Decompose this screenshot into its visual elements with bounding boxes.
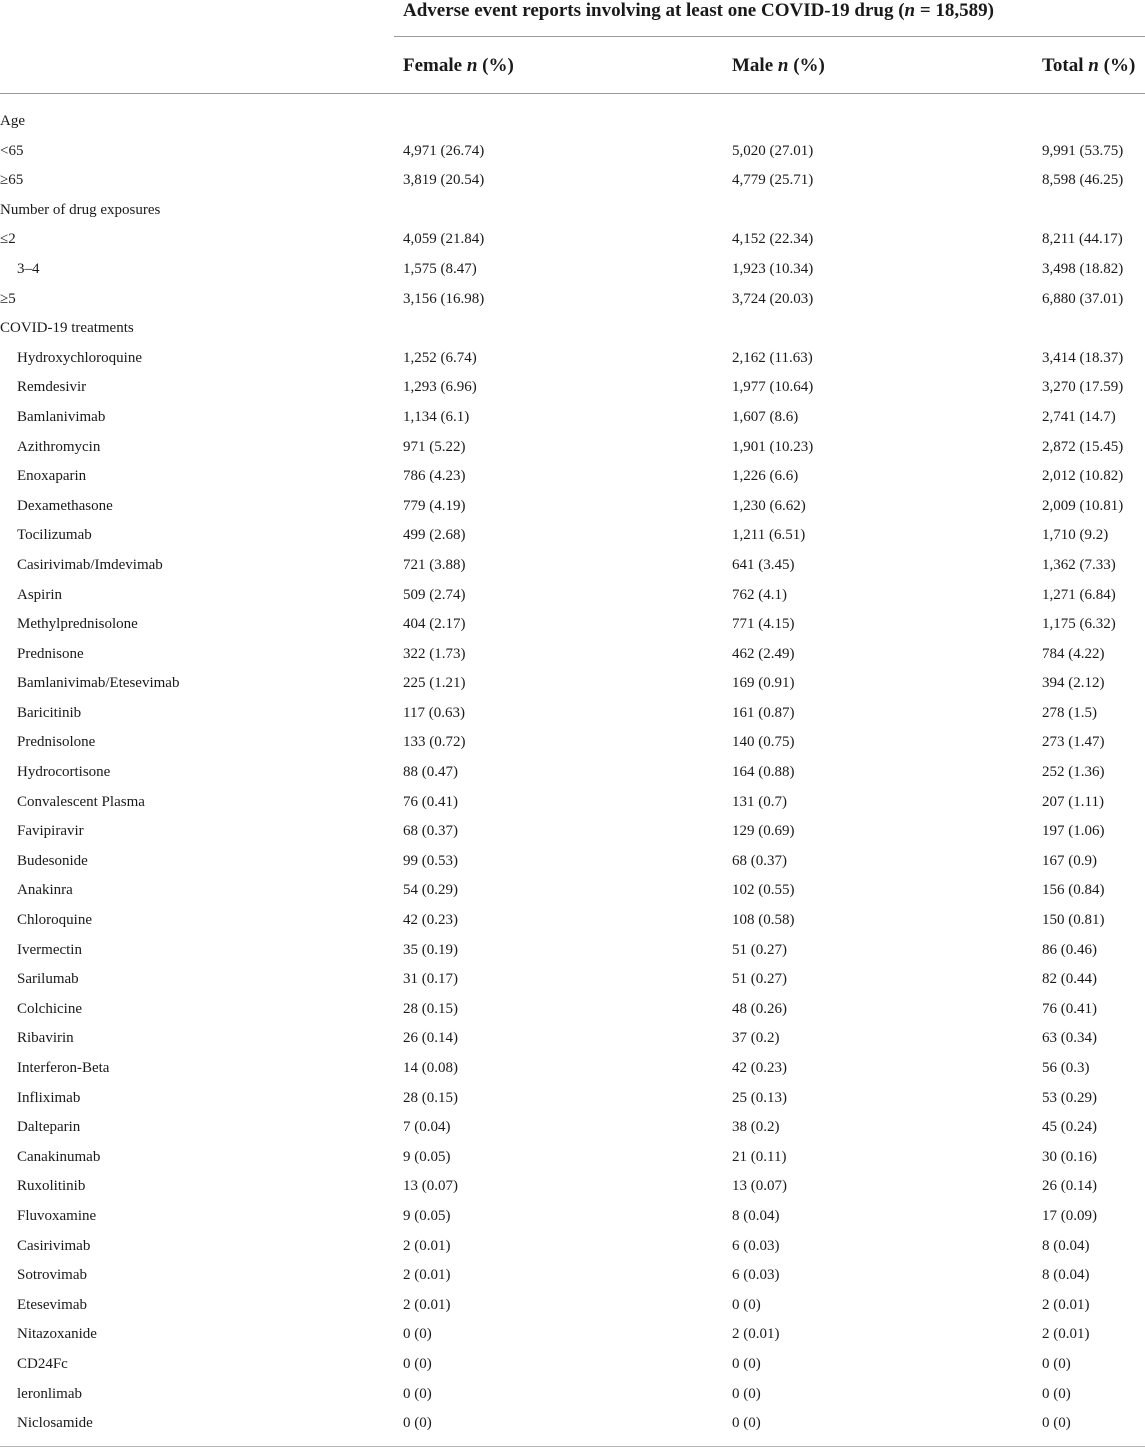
table-row [0,817,1145,847]
cell-male: 164 (0.88) [732,764,795,781]
cell-total: 0 (0) [1042,1355,1071,1372]
row-label: Tocilizumab [17,527,92,544]
cell-total: 3,270 (17.59) [1042,379,1124,396]
cell-total: 8,211 (44.17) [1042,231,1123,248]
table-row [0,699,1145,729]
cell-female: 31 (0.17) [403,971,458,988]
cell-total: 9,991 (53.75) [1042,142,1124,159]
cell-female: 1,252 (6.74) [403,349,477,366]
cell-female: 28 (0.15) [403,1089,458,1106]
cell-female: 68 (0.37) [403,823,458,840]
cell-total: 1,362 (7.33) [1042,556,1116,573]
cell-male: 25 (0.13) [732,1089,787,1106]
cell-male: 1,211 (6.51) [732,527,806,544]
column-header-female-text: Female [403,55,467,76]
cell-male: 3,724 (20.03) [732,290,814,307]
row-label: Bamlanivimab [17,408,106,425]
table-row [0,225,1145,255]
table-row [0,758,1145,788]
cell-total: 394 (2.12) [1042,675,1105,692]
column-header-male [732,55,825,77]
table-row [0,492,1145,522]
cell-female: 499 (2.68) [403,527,466,544]
table-row [0,1232,1145,1262]
cell-total: 784 (4.22) [1042,645,1105,662]
cell-female: 9 (0.05) [403,1148,451,1165]
cell-male: 462 (2.49) [732,645,795,662]
cell-total: 1,271 (6.84) [1042,586,1116,603]
cell-total: 252 (1.36) [1042,764,1105,781]
row-label: Favipiravir [17,823,84,840]
row-label: Sarilumab [17,971,79,988]
table-row [0,521,1145,551]
cell-male: 1,901 (10.23) [732,438,814,455]
header-divider [394,36,1145,37]
cell-total: 53 (0.29) [1042,1089,1097,1106]
cell-female: 42 (0.23) [403,912,458,929]
cell-male: 2 (0.01) [732,1326,780,1343]
cell-total: 0 (0) [1042,1415,1071,1432]
row-label: Remdesivir [17,379,87,396]
cell-female: 133 (0.72) [403,734,466,751]
table-row [0,107,1145,137]
cell-male: 51 (0.27) [732,971,787,988]
cell-male: 5,020 (27.01) [732,142,814,159]
cell-female: 0 (0) [403,1415,432,1432]
row-label: Prednisolone [17,734,96,751]
table-row [0,255,1145,285]
cell-female: 786 (4.23) [403,468,466,485]
cell-total: 86 (0.46) [1042,941,1097,958]
cell-total: 30 (0.16) [1042,1148,1097,1165]
table-row [0,1024,1145,1054]
row-label: Baricitinib [17,704,82,721]
cell-male: 4,152 (22.34) [732,231,814,248]
table-row [0,137,1145,167]
cell-male: 102 (0.55) [732,882,795,899]
table-row [0,610,1145,640]
table-row [0,1320,1145,1350]
row-label: Hydroxychloroquine [17,349,142,366]
table-row [0,847,1145,877]
cell-total: 6,880 (37.01) [1042,290,1124,307]
cell-male: 1,923 (10.34) [732,260,814,277]
cell-female: 1,575 (8.47) [403,260,477,277]
cell-total: 17 (0.09) [1042,1207,1097,1224]
cell-female: 2 (0.01) [403,1237,451,1254]
cell-female: 76 (0.41) [403,793,458,810]
row-label: Interferon-Beta [17,1060,110,1076]
cell-total: 156 (0.84) [1042,882,1105,899]
cell-female: 88 (0.47) [403,764,458,781]
table-row [0,1380,1145,1410]
cell-male: 0 (0) [732,1355,761,1372]
cell-total: 82 (0.44) [1042,971,1097,988]
cell-male: 129 (0.69) [732,823,795,840]
cell-total: 197 (1.06) [1042,823,1105,840]
table-row [0,1350,1145,1380]
cell-female: 9 (0.05) [403,1207,451,1224]
table-group-header [403,0,994,30]
cell-total: 8 (0.04) [1042,1237,1090,1254]
row-label: <65 [0,142,24,159]
table-row [0,876,1145,906]
cell-male: 140 (0.75) [732,734,795,751]
table-row [0,196,1145,226]
cell-total: 2,741 (14.7) [1042,408,1116,425]
cell-male: 0 (0) [732,1385,761,1402]
row-label: Etesevimab [17,1296,87,1313]
row-label: Fluvoxamine [17,1207,97,1224]
table-row [0,551,1145,581]
table-group-header-text: Adverse event reports involving at least one COVID-19 drug ( [403,0,905,21]
row-label: Budesonide [17,852,88,869]
cell-total: 3,498 (18.82) [1042,260,1124,277]
cell-total: 278 (1.5) [1042,704,1097,721]
column-header-male-text: Male [732,55,778,76]
row-label: Enoxaparin [17,468,87,485]
cell-female: 0 (0) [403,1326,432,1343]
cell-male: 1,977 (10.64) [732,379,814,396]
row-label: 3–4 [17,260,40,277]
cell-male: 641 (3.45) [732,556,795,573]
row-label: ≤2 [0,231,16,248]
cell-female: 509 (2.74) [403,586,466,603]
row-label: Methylprednisolone [17,616,138,633]
cell-female: 28 (0.15) [403,1000,458,1017]
table-row [0,965,1145,995]
row-label: Infliximab [17,1089,81,1106]
cell-total: 2,012 (10.82) [1042,468,1124,485]
cell-female: 322 (1.73) [403,645,466,662]
table-row [0,1261,1145,1291]
cell-female: 0 (0) [403,1355,432,1372]
cell-female: 2 (0.01) [403,1267,451,1284]
row-label: Aspirin [17,586,62,603]
table-row [0,995,1145,1025]
cell-male: 771 (4.15) [732,616,795,633]
row-label: Anakinra [17,882,73,899]
column-header-male-pct: (%) [788,55,825,76]
header-bottom-rule [0,93,1145,94]
cell-total: 26 (0.14) [1042,1178,1097,1195]
table-row [0,314,1145,344]
cell-total: 1,710 (9.2) [1042,527,1109,544]
cell-male: 42 (0.23) [732,1060,787,1076]
column-header-male-n: n [777,55,789,76]
table-row [0,1113,1145,1143]
table-body [0,107,1145,1439]
column-header-total-pct: (%) [1098,55,1136,76]
column-header-female-n: n [466,55,478,76]
table-row [0,1143,1145,1173]
row-label: leronlimab [17,1385,82,1402]
cell-total: 207 (1.11) [1042,793,1104,810]
row-label: Hydrocortisone [17,764,111,781]
row-label: Prednisone [17,645,84,662]
cell-female: 0 (0) [403,1385,432,1402]
cell-female: 2 (0.01) [403,1296,451,1313]
cell-total: 76 (0.41) [1042,1000,1097,1017]
column-header-female-pct: (%) [477,55,514,76]
cell-female: 99 (0.53) [403,852,458,869]
table-row [0,1291,1145,1321]
cell-male: 38 (0.2) [732,1119,780,1136]
table-group-header-tail: = 18,589) [915,0,995,21]
cell-male: 8 (0.04) [732,1207,780,1224]
cell-female: 13 (0.07) [403,1178,458,1195]
row-label: ≥65 [0,172,24,189]
cell-total: 2,872 (15.45) [1042,438,1124,455]
row-label: Casirivimab [17,1237,91,1254]
table-row [0,166,1145,196]
table-row [0,1172,1145,1202]
row-label: ≥5 [0,290,16,307]
cell-female: 35 (0.19) [403,941,458,958]
cell-total: 150 (0.81) [1042,912,1105,929]
table-row [0,788,1145,818]
cell-male: 37 (0.2) [732,1030,780,1047]
cell-female: 117 (0.63) [403,704,465,721]
cell-male: 6 (0.03) [732,1237,780,1254]
cell-total: 45 (0.24) [1042,1119,1097,1136]
cell-total: 3,414 (18.37) [1042,349,1124,366]
table-row [0,462,1145,492]
cell-female: 7 (0.04) [403,1119,451,1136]
table-row [0,728,1145,758]
cell-total: 273 (1.47) [1042,734,1105,751]
cell-male: 0 (0) [732,1415,761,1432]
row-label: Ribavirin [17,1030,74,1047]
cell-male: 0 (0) [732,1296,761,1313]
table-row [0,1409,1145,1439]
cell-male: 4,779 (25.71) [732,172,814,189]
cell-female: 1,293 (6.96) [403,379,477,396]
row-label: Canakinumab [17,1148,101,1165]
row-label: Chloroquine [17,912,92,929]
table-row [0,1084,1145,1114]
cell-female: 971 (5.22) [403,438,466,455]
cell-male: 131 (0.7) [732,793,787,810]
cell-total: 63 (0.34) [1042,1030,1097,1047]
table-row [0,403,1145,433]
column-header-total-text: Total [1042,55,1089,76]
row-label: Niclosamide [17,1415,93,1432]
table-row [0,1054,1145,1084]
cell-male: 762 (4.1) [732,586,787,603]
table-row [0,669,1145,699]
cell-total: 1,175 (6.32) [1042,616,1116,633]
cell-male: 21 (0.11) [732,1148,787,1165]
cell-male: 51 (0.27) [732,941,787,958]
cell-female: 225 (1.21) [403,675,466,692]
cell-male: 108 (0.58) [732,912,795,929]
cell-total: 2 (0.01) [1042,1296,1090,1313]
row-label: Number of drug exposures [0,201,161,218]
cell-female: 3,819 (20.54) [403,172,485,189]
cell-male: 1,230 (6.62) [732,497,806,514]
row-label: Age [0,113,25,129]
cell-female: 779 (4.19) [403,497,466,514]
cell-male: 1,607 (8.6) [732,408,799,425]
row-label: Ivermectin [17,941,82,958]
cell-male: 68 (0.37) [732,852,787,869]
cell-female: 4,971 (26.74) [403,142,485,159]
row-label: Nitazoxanide [17,1326,97,1343]
row-label: Sotrovimab [17,1267,87,1284]
table-row [0,433,1145,463]
cell-total: 0 (0) [1042,1385,1071,1402]
table-row [0,906,1145,936]
table-bottom-rule [0,1446,1145,1447]
row-label: Colchicine [17,1000,82,1017]
cell-female: 404 (2.17) [403,616,466,633]
column-header-female [403,55,514,77]
table-row [0,640,1145,670]
cell-total: 167 (0.9) [1042,852,1097,869]
cell-female: 3,156 (16.98) [403,290,485,307]
row-label: Dalteparin [17,1119,81,1136]
cell-total: 2,009 (10.81) [1042,497,1124,514]
table-row [0,1202,1145,1232]
cell-female: 721 (3.88) [403,556,466,573]
table-row [0,936,1145,966]
column-header-total [1042,55,1135,77]
cell-total: 56 (0.3) [1042,1060,1090,1076]
column-header-total-n: n [1088,55,1099,76]
row-label: Azithromycin [17,438,101,455]
cell-male: 2,162 (11.63) [732,349,813,366]
row-label: COVID-19 treatments [0,320,134,337]
row-label: Ruxolitinib [17,1178,86,1195]
cell-total: 8,598 (46.25) [1042,172,1124,189]
cell-male: 1,226 (6.6) [732,468,799,485]
cell-female: 26 (0.14) [403,1030,458,1047]
cell-female: 1,134 (6.1) [403,408,470,425]
row-label: Dexamethasone [17,497,113,514]
cell-male: 48 (0.26) [732,1000,787,1017]
cell-female: 4,059 (21.84) [403,231,485,248]
table-group-header-n: n [904,0,916,21]
cell-female: 14 (0.08) [403,1060,458,1076]
cell-total: 8 (0.04) [1042,1267,1090,1284]
row-label: Bamlanivimab/Etesevimab [17,675,180,692]
cell-male: 6 (0.03) [732,1267,780,1284]
cell-total: 2 (0.01) [1042,1326,1090,1343]
row-label: Convalescent Plasma [17,793,145,810]
table-row [0,285,1145,315]
row-label: Casirivimab/Imdevimab [17,556,163,573]
table-row [0,344,1145,374]
cell-male: 13 (0.07) [732,1178,787,1195]
table-row [0,373,1145,403]
cell-male: 169 (0.91) [732,675,795,692]
cell-female: 54 (0.29) [403,882,458,899]
row-label: CD24Fc [17,1355,68,1372]
table-row [0,581,1145,611]
cell-male: 161 (0.87) [732,704,795,721]
